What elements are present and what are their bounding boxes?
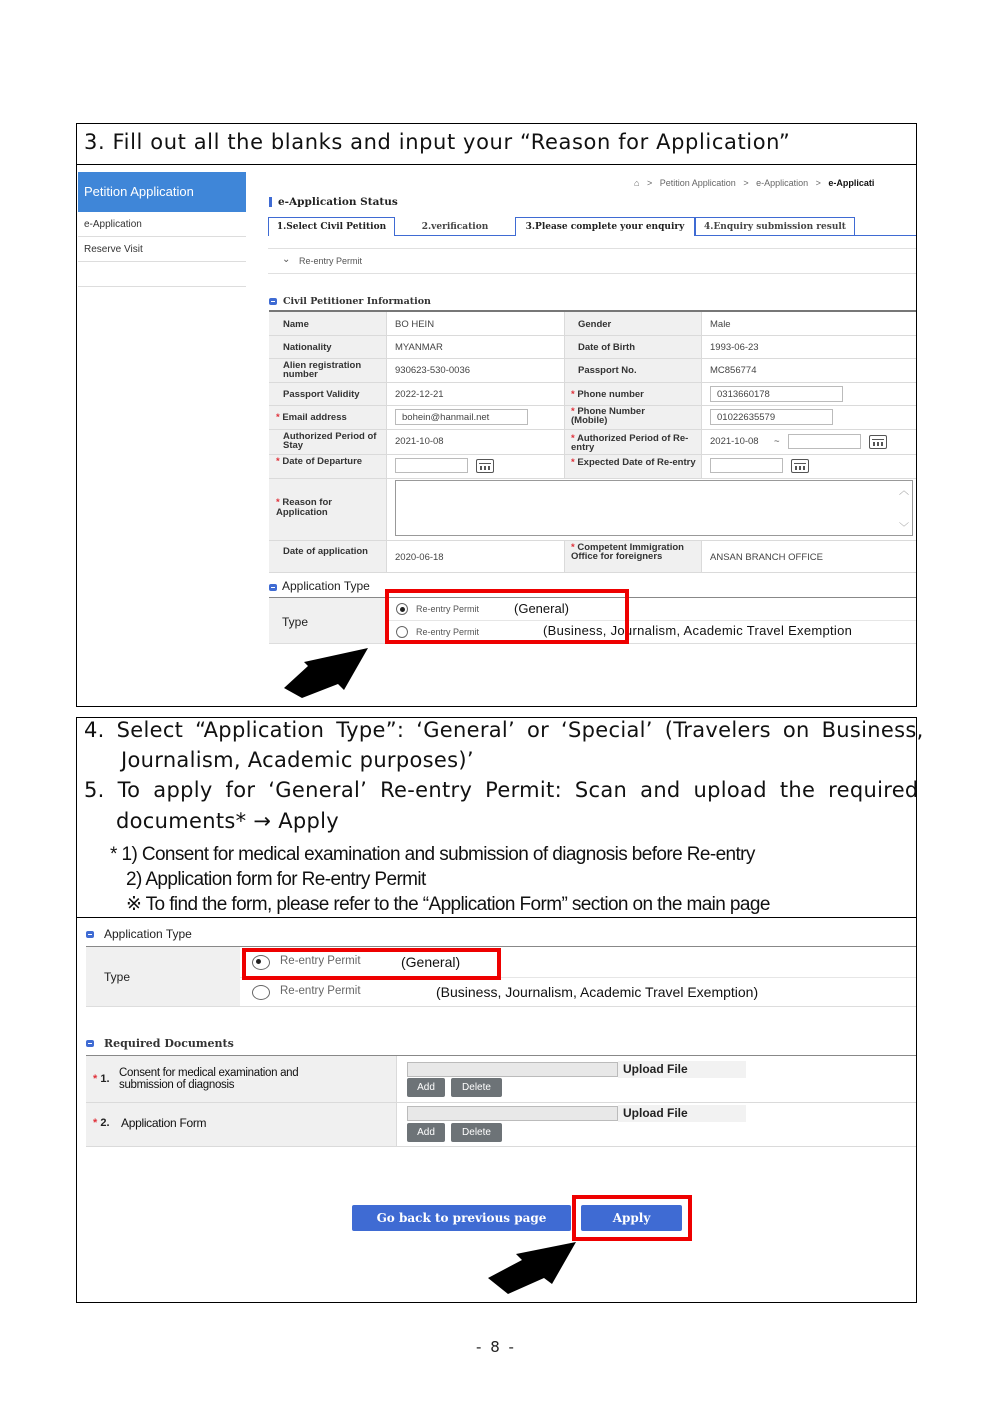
- arrow-pointer-icon: [486, 1240, 578, 1294]
- doc2-delete-button[interactable]: Delete: [451, 1123, 502, 1142]
- step4-line2: Journalism, Academic purposes)’: [121, 748, 474, 772]
- divider: [76, 164, 917, 165]
- doc2-upload-area[interactable]: [618, 1105, 746, 1122]
- radio-general-label: Re-entry Permit: [416, 604, 480, 614]
- departure-label-text: Date of Departure: [282, 456, 363, 467]
- application-type-title: Application Type: [104, 927, 192, 941]
- divider: [78, 261, 246, 262]
- general-suffix: (General): [514, 601, 569, 616]
- range-tilde: ~: [774, 436, 780, 447]
- auth-reentry-value: 2021-10-08: [710, 436, 759, 447]
- doc2-number: * 2.: [93, 1117, 110, 1129]
- tab-select-civil-petition[interactable]: [268, 217, 395, 236]
- required-documents-title: Required Documents: [104, 1037, 234, 1050]
- alien-label: Alien registration number: [283, 360, 362, 380]
- general-suffix: (General): [401, 954, 461, 970]
- note-2: 2) Application form for Re-entry Permit: [126, 869, 426, 890]
- dob-label: Date of Birth: [578, 342, 635, 353]
- doc2-file-input[interactable]: [407, 1106, 618, 1121]
- section-icon: [86, 931, 94, 938]
- arrow-pointer-icon: [282, 644, 372, 698]
- mobile-label-text: Phone Number (Mobile): [571, 406, 645, 426]
- app-date-label: Date of application: [283, 546, 368, 557]
- radio-special[interactable]: [252, 985, 270, 1000]
- phone-label: * Phone number: [571, 389, 644, 400]
- section-icon: [269, 584, 277, 591]
- doc1-upload-area[interactable]: [618, 1061, 746, 1078]
- office-label-text: Competent Immigration Office for foreigners: [571, 542, 684, 562]
- auth-reentry-label-text: Authorized Period of Re-entry: [571, 433, 689, 453]
- auth-stay-label: Authorized Period of Stay: [283, 431, 377, 451]
- note-3: ※ To find the form, please refer to the “Application Form” section on the main page: [126, 894, 770, 915]
- doc1-number-text: 1.: [100, 1073, 110, 1085]
- scroll-up-icon[interactable]: ︿: [899, 486, 909, 497]
- doc1-number: * 1.: [93, 1073, 110, 1085]
- doc2-upload-label: Upload File: [623, 1106, 688, 1120]
- radio-special-label: Re-entry Permit: [280, 985, 361, 997]
- section-icon: [86, 1040, 94, 1047]
- reentry-end-date-input[interactable]: [788, 434, 861, 449]
- special-suffix: (Business, Journalism, Academic Travel Exemption: [543, 623, 853, 638]
- sidebar-item-e-application[interactable]: e-Application: [84, 219, 142, 230]
- step5-line1: 5. To apply for ‘General’ Re-entry Permit: Scan and upload the required: [84, 778, 919, 802]
- apply-button[interactable]: Apply: [581, 1205, 682, 1231]
- reason-label: * Reason for Application: [276, 497, 332, 518]
- sidebar-title-bar: [78, 172, 246, 212]
- reason-label-text: Reason for Application: [276, 497, 332, 518]
- page-number: - 8 -: [476, 1338, 516, 1356]
- email-label: * Email address: [276, 412, 347, 423]
- highlight-box: [572, 1195, 692, 1241]
- alien-value: 930623-530-0036: [395, 365, 471, 376]
- doc2-number-text: 2.: [100, 1117, 110, 1129]
- passport-no-label: Passport No.: [578, 365, 637, 376]
- nationality-value: MYANMAR: [395, 342, 443, 353]
- passport-no-value: MC856774: [710, 365, 757, 376]
- scroll-down-icon[interactable]: ﹀: [899, 523, 909, 534]
- doc1-file-input[interactable]: [407, 1062, 618, 1077]
- application-type-title: Application Type: [282, 579, 370, 593]
- doc2-label: Application Form: [121, 1116, 207, 1130]
- chevron-down-icon: ⌄: [282, 254, 291, 265]
- nationality-label: Nationality: [283, 342, 332, 353]
- doc1-upload-label: Upload File: [623, 1062, 688, 1076]
- step5-line2: documents* → Apply: [116, 809, 340, 833]
- radio-general-label: Re-entry Permit: [280, 955, 361, 967]
- highlight-box: [242, 948, 501, 980]
- calendar-icon[interactable]: [791, 459, 809, 473]
- section-icon: [269, 298, 277, 305]
- tab-label: 3.Please complete your enquiry: [525, 222, 685, 232]
- breadcrumb-separator: >: [646, 178, 653, 188]
- type-label: Type: [282, 615, 309, 629]
- office-value: ANSAN BRANCH OFFICE: [710, 552, 823, 563]
- sidebar-title: Petition Application: [84, 184, 194, 199]
- breadcrumb-separator: >: [815, 178, 821, 188]
- gender-label: Gender: [578, 319, 612, 330]
- auth-stay-value: 2021-10-08: [395, 436, 444, 447]
- passport-validity-value: 2022-12-21: [395, 389, 444, 400]
- accordion-label: Re-entry Permit: [299, 256, 363, 266]
- breadcrumb-item[interactable]: e-Application: [756, 178, 809, 188]
- phone-input[interactable]: 0313660178: [710, 386, 843, 402]
- calendar-icon[interactable]: [869, 435, 887, 449]
- note-1: * 1) Consent for medical examination and submission of diagnosis before Re-entry: [110, 844, 755, 865]
- tab-label: 2.verification: [421, 222, 489, 232]
- radio-special-label: Re-entry Permit: [416, 627, 480, 637]
- divider: [76, 917, 917, 918]
- go-back-button[interactable]: Go back to previous page: [352, 1205, 571, 1231]
- doc1-delete-button[interactable]: Delete: [451, 1078, 502, 1097]
- tab-verification[interactable]: [395, 217, 515, 236]
- phone-label-text: Phone number: [577, 389, 644, 400]
- special-suffix: (Business, Journalism, Academic Travel Exemption): [436, 984, 759, 1000]
- step3-instruction: 3. Fill out all the blanks and input your “Reason for Application”: [84, 130, 791, 154]
- petitioner-title: Civil Petitioner Information: [283, 296, 431, 307]
- divider: [78, 236, 246, 237]
- doc1-add-button[interactable]: Add: [407, 1078, 445, 1097]
- email-input[interactable]: bohein@hanmail.net: [395, 409, 528, 425]
- doc2-add-button[interactable]: Add: [407, 1123, 445, 1142]
- passport-validity-label: Passport Validity: [283, 389, 360, 400]
- calendar-icon[interactable]: [476, 459, 494, 473]
- expected-label-text: Expected Date of Re-entry: [577, 457, 696, 468]
- tab-enquiry-result[interactable]: [695, 217, 855, 236]
- step4-line1: 4. Select “Application Type”: ‘General’ or ‘Special’ (Travelers on Business,: [84, 718, 924, 742]
- doc1-label: Consent for medical examination and submission of diagnosis: [119, 1067, 299, 1091]
- tab-label: 1.Select Civil Petition: [276, 222, 387, 232]
- expected-date-input[interactable]: [710, 458, 783, 473]
- gender-value: Male: [710, 319, 731, 330]
- accordion-reentry-permit[interactable]: [268, 248, 916, 274]
- breadcrumb-item[interactable]: Petition Application: [659, 178, 736, 188]
- tab-label: 4.Enquiry submission result: [704, 222, 846, 232]
- type-label: Type: [104, 970, 131, 984]
- dob-value: 1993-06-23: [710, 342, 759, 353]
- breadcrumb: [634, 178, 874, 188]
- mobile-label: * Phone Number (Mobile): [571, 406, 645, 426]
- mobile-input[interactable]: 01022635579: [710, 409, 833, 425]
- name-label: Name: [283, 319, 309, 330]
- sidebar-item-reserve-visit[interactable]: Reserve Visit: [84, 244, 143, 255]
- email-label-text: Email address: [282, 412, 347, 423]
- breadcrumb-current: e-Applicati: [828, 178, 875, 188]
- status-title: e-Application Status: [278, 196, 398, 208]
- expected-label: * Expected Date of Re-entry: [571, 457, 696, 468]
- reason-textarea[interactable]: [395, 480, 913, 536]
- highlight-box: [385, 589, 629, 644]
- divider: [78, 286, 246, 287]
- departure-label: * Date of Departure: [276, 456, 363, 467]
- petitioner-table: [269, 310, 916, 572]
- name-value: BO HEIN: [395, 319, 435, 330]
- auth-reentry-label: * Authorized Period of Re-entry: [571, 433, 689, 453]
- app-date-value: 2020-06-18: [395, 552, 444, 563]
- departure-date-input[interactable]: [395, 458, 468, 473]
- tab-complete-enquiry[interactable]: [515, 217, 695, 236]
- status-marker: [269, 197, 272, 207]
- office-label: * Competent Immigration Office for foreigners: [571, 542, 684, 562]
- home-icon[interactable]: ⌂: [634, 178, 640, 188]
- breadcrumb-separator: >: [743, 178, 749, 188]
